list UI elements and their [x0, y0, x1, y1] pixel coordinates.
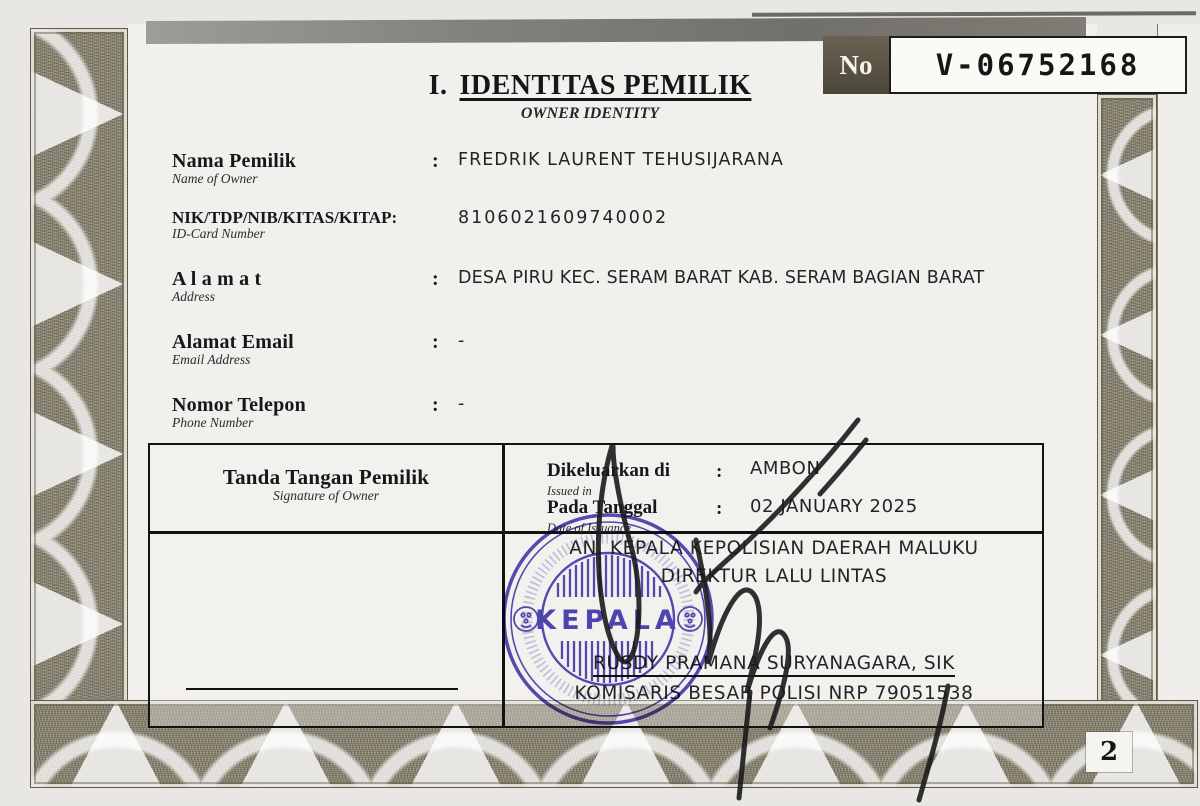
- official-stamp: [495, 506, 721, 732]
- field-label: NIK/TDP/NIB/KITAS/KITAP:: [172, 208, 398, 227]
- field-alamat: [172, 268, 1172, 305]
- field-label: Alamat Email: [172, 331, 294, 353]
- section-number: I.: [428, 70, 448, 101]
- field-value: DESA PIRU KEC. SERAM BARAT KAB. SERAM BAGIAN BARAT: [458, 268, 985, 288]
- field-nama-pemilik: [172, 150, 1172, 187]
- section-title-text: IDENTITAS PEMILIK: [459, 70, 752, 101]
- issued-in-value: AMBON: [750, 458, 821, 479]
- owner-signature-sublabel: Signature of Owner: [273, 488, 379, 503]
- field-sublabel: Phone Number: [172, 415, 254, 430]
- issue-date-colon: :: [716, 498, 723, 519]
- serial-no-value: V-06752168: [889, 36, 1187, 94]
- stamp-right-emblem-icon: [678, 607, 702, 631]
- field-label: A l a m a t: [172, 268, 262, 290]
- field-alamat-email: [172, 331, 1172, 368]
- section-title-block: [340, 70, 840, 123]
- guilloche-border-left: [30, 28, 128, 788]
- stamp-hatch-top: [558, 555, 660, 597]
- field-colon: :: [432, 150, 439, 172]
- field-nomor-telepon: [172, 394, 1172, 431]
- field-value: -: [458, 394, 466, 414]
- field-label: Nama Pemilik: [172, 150, 297, 172]
- field-colon: :: [432, 331, 439, 353]
- field-colon: :: [432, 394, 439, 416]
- owner-signature-header: [150, 465, 502, 504]
- issued-in-colon: :: [716, 461, 723, 482]
- field-value: -: [458, 331, 466, 351]
- field-sublabel: Email Address: [172, 352, 251, 367]
- field-value: FREDRIK LAURENT TEHUSIJARANA: [458, 150, 784, 170]
- issued-in-label: Dikeluarkan di: [547, 460, 671, 481]
- authority-line-1: AN. KEPALA KEPOLISIAN DAERAH MALUKU: [569, 538, 979, 559]
- field-nik: [172, 208, 1172, 242]
- owner-signature-line: [186, 688, 458, 690]
- section-title: [340, 70, 840, 102]
- field-colon: :: [432, 268, 439, 290]
- serial-no-label: No: [823, 36, 889, 94]
- section-subtitle: OWNER IDENTITY: [520, 105, 660, 122]
- owner-signature-label: Tanda Tangan Pemilik: [222, 465, 430, 489]
- field-sublabel: ID-Card Number: [172, 226, 265, 241]
- issue-date-label: Pada Tanggal: [547, 497, 658, 518]
- issue-date-sublabel: Date of Issuance: [547, 521, 632, 535]
- signer-name: RUSDY PRAMANA SURYANAGARA, SIK: [506, 653, 1042, 674]
- stamp-center-text: KEPALA: [535, 605, 681, 636]
- issued-in-sublabel: Issued in: [547, 484, 592, 498]
- authority-line-2: DIREKTUR LALU LINTAS: [660, 566, 888, 587]
- field-sublabel: Name of Owner: [172, 171, 258, 186]
- field-value: 8106021609740002: [458, 208, 669, 228]
- scan-shadow-line: [752, 11, 1196, 17]
- field-sublabel: Address: [172, 289, 215, 304]
- page-number: 2: [1086, 732, 1132, 772]
- signer-rank: KOMISARIS BESAR POLISI NRP 79051538: [574, 683, 974, 704]
- issue-date-value: 02 JANUARY 2025: [750, 496, 918, 517]
- field-label: Nomor Telepon: [172, 394, 306, 416]
- serial-number-box: [823, 36, 1187, 94]
